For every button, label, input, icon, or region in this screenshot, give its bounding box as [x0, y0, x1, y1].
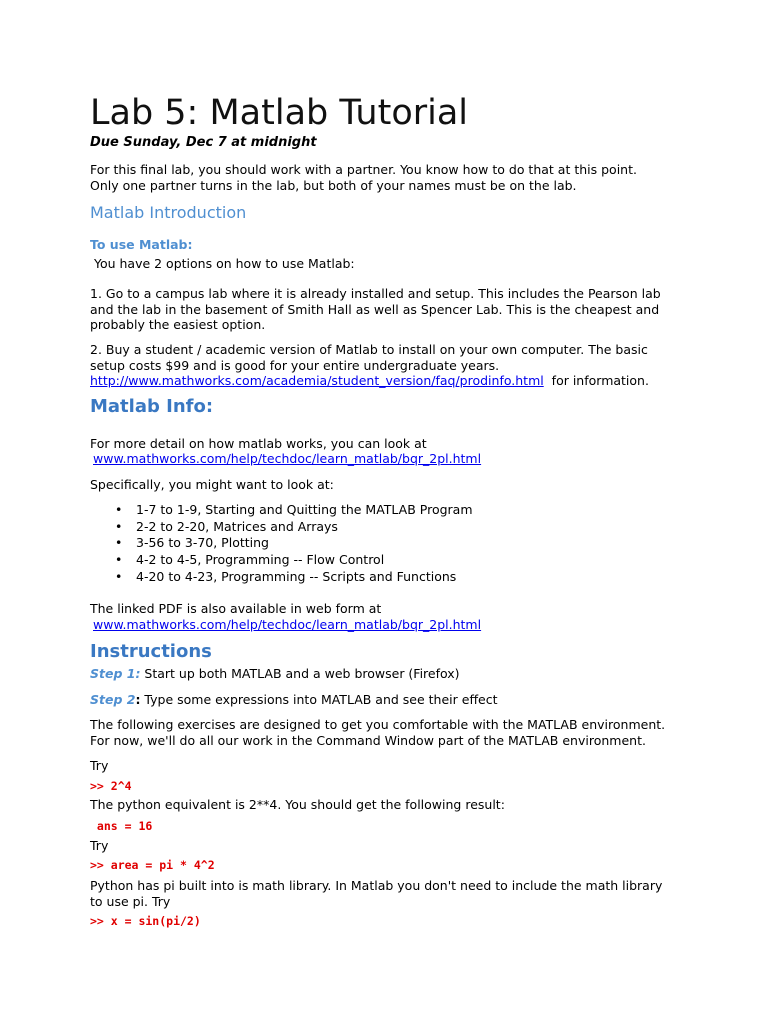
- due-date: Due Sunday, Dec 7 at midnight: [90, 135, 317, 150]
- python-equivalent-line: The python equivalent is 2**4. You should get the following result:: [90, 797, 505, 812]
- topics-list: [90, 502, 473, 586]
- pi-line: Python has pi built into is math library. In Matlab you don't need to include the math library: [90, 878, 663, 893]
- option-1-line: and the lab in the basement of Smith Hall as well as Spencer Lab. This is the cheapest and: [90, 301, 660, 317]
- pdf-link-text[interactable]: www.mathworks.com/help/techdoc/learn_matlab/bqr_2pl.html: [93, 617, 482, 632]
- document-title: Lab 5: Matlab Tutorial: [90, 93, 469, 133]
- exercises-paragraph: [90, 717, 665, 748]
- option-1-paragraph: [90, 286, 661, 333]
- pdf-link: [93, 617, 481, 633]
- exercises-line: For now, we'll do all our work in the Command Window part of the MATLAB environment.: [90, 732, 646, 748]
- option-2-link-line: [90, 373, 649, 389]
- step-1-label: Step 1:: [90, 666, 141, 681]
- option-2-line: setup costs $99 and is good for your entire undergraduate years.: [90, 357, 500, 373]
- step-2: [90, 692, 498, 708]
- option-2-line: 2. Buy a student / academic version of Matlab to install on your own computer. The basic: [90, 342, 648, 357]
- learn-matlab-link: [93, 451, 481, 467]
- pdf-line: The linked PDF is also available in web form at: [90, 601, 382, 616]
- to-use-matlab-subheading: To use Matlab:: [90, 237, 193, 252]
- option-1-line: probably the easiest option.: [90, 317, 266, 332]
- step-2-label: Step 2: [90, 692, 136, 707]
- code-line: >> 2^4: [90, 779, 132, 793]
- code-line: >> area = pi * 4^2: [90, 858, 215, 872]
- step-2-colon: :: [135, 692, 141, 707]
- mathworks-student-version-link[interactable]: http://www.mathworks.com/academia/student_version/faq/prodinfo.html: [90, 373, 544, 388]
- detail-line: For more detail on how matlab works, you can look at: [90, 436, 427, 451]
- learn-matlab-link-text[interactable]: www.mathworks.com/help/techdoc/learn_matlab/bqr_2pl.html: [93, 451, 482, 466]
- pi-line: to use pi. Try: [90, 893, 171, 909]
- instructions-heading: Instructions: [90, 641, 212, 662]
- try-label: Try: [90, 758, 109, 773]
- list-item: • 2-2 to 2-20, Matrices and Arrays: [90, 519, 473, 536]
- result-line: ans = 16: [90, 819, 153, 833]
- link-suffix: for information.: [543, 373, 649, 388]
- code-line: >> x = sin(pi/2): [90, 914, 201, 928]
- exercises-line: The following exercises are designed to get you comfortable with the MATLAB environment.: [90, 717, 666, 732]
- matlab-introduction-heading: Matlab Introduction: [90, 203, 247, 222]
- intro-paragraph: [90, 162, 637, 193]
- step-1-text: Start up both MATLAB and a web browser (Firefox): [140, 666, 460, 681]
- list-item: • 4-20 to 4-23, Programming -- Scripts and Functions: [90, 569, 473, 586]
- try-label: Try: [90, 838, 109, 853]
- intro-line: Only one partner turns in the lab, but both of your names must be on the lab.: [90, 177, 577, 193]
- step-2-text: Type some expressions into MATLAB and see their effect: [140, 692, 498, 707]
- option-1-line: 1. Go to a campus lab where it is already installed and setup. This includes the Pearson lab: [90, 286, 661, 301]
- step-1: [90, 666, 460, 682]
- options-line: You have 2 options on how to use Matlab:: [90, 256, 355, 271]
- intro-line: For this final lab, you should work with a partner. You know how to do that at this point.: [90, 162, 637, 177]
- specifically-line: Specifically, you might want to look at:: [90, 477, 334, 492]
- list-item: • 1-7 to 1-9, Starting and Quitting the MATLAB Program: [90, 502, 473, 519]
- matlab-info-heading: Matlab Info:: [90, 396, 214, 417]
- list-item: • 4-2 to 4-5, Programming -- Flow Control: [90, 552, 473, 569]
- pi-paragraph: [90, 878, 662, 909]
- list-item: • 3-56 to 3-70, Plotting: [90, 535, 473, 552]
- option-2-paragraph: [90, 342, 649, 389]
